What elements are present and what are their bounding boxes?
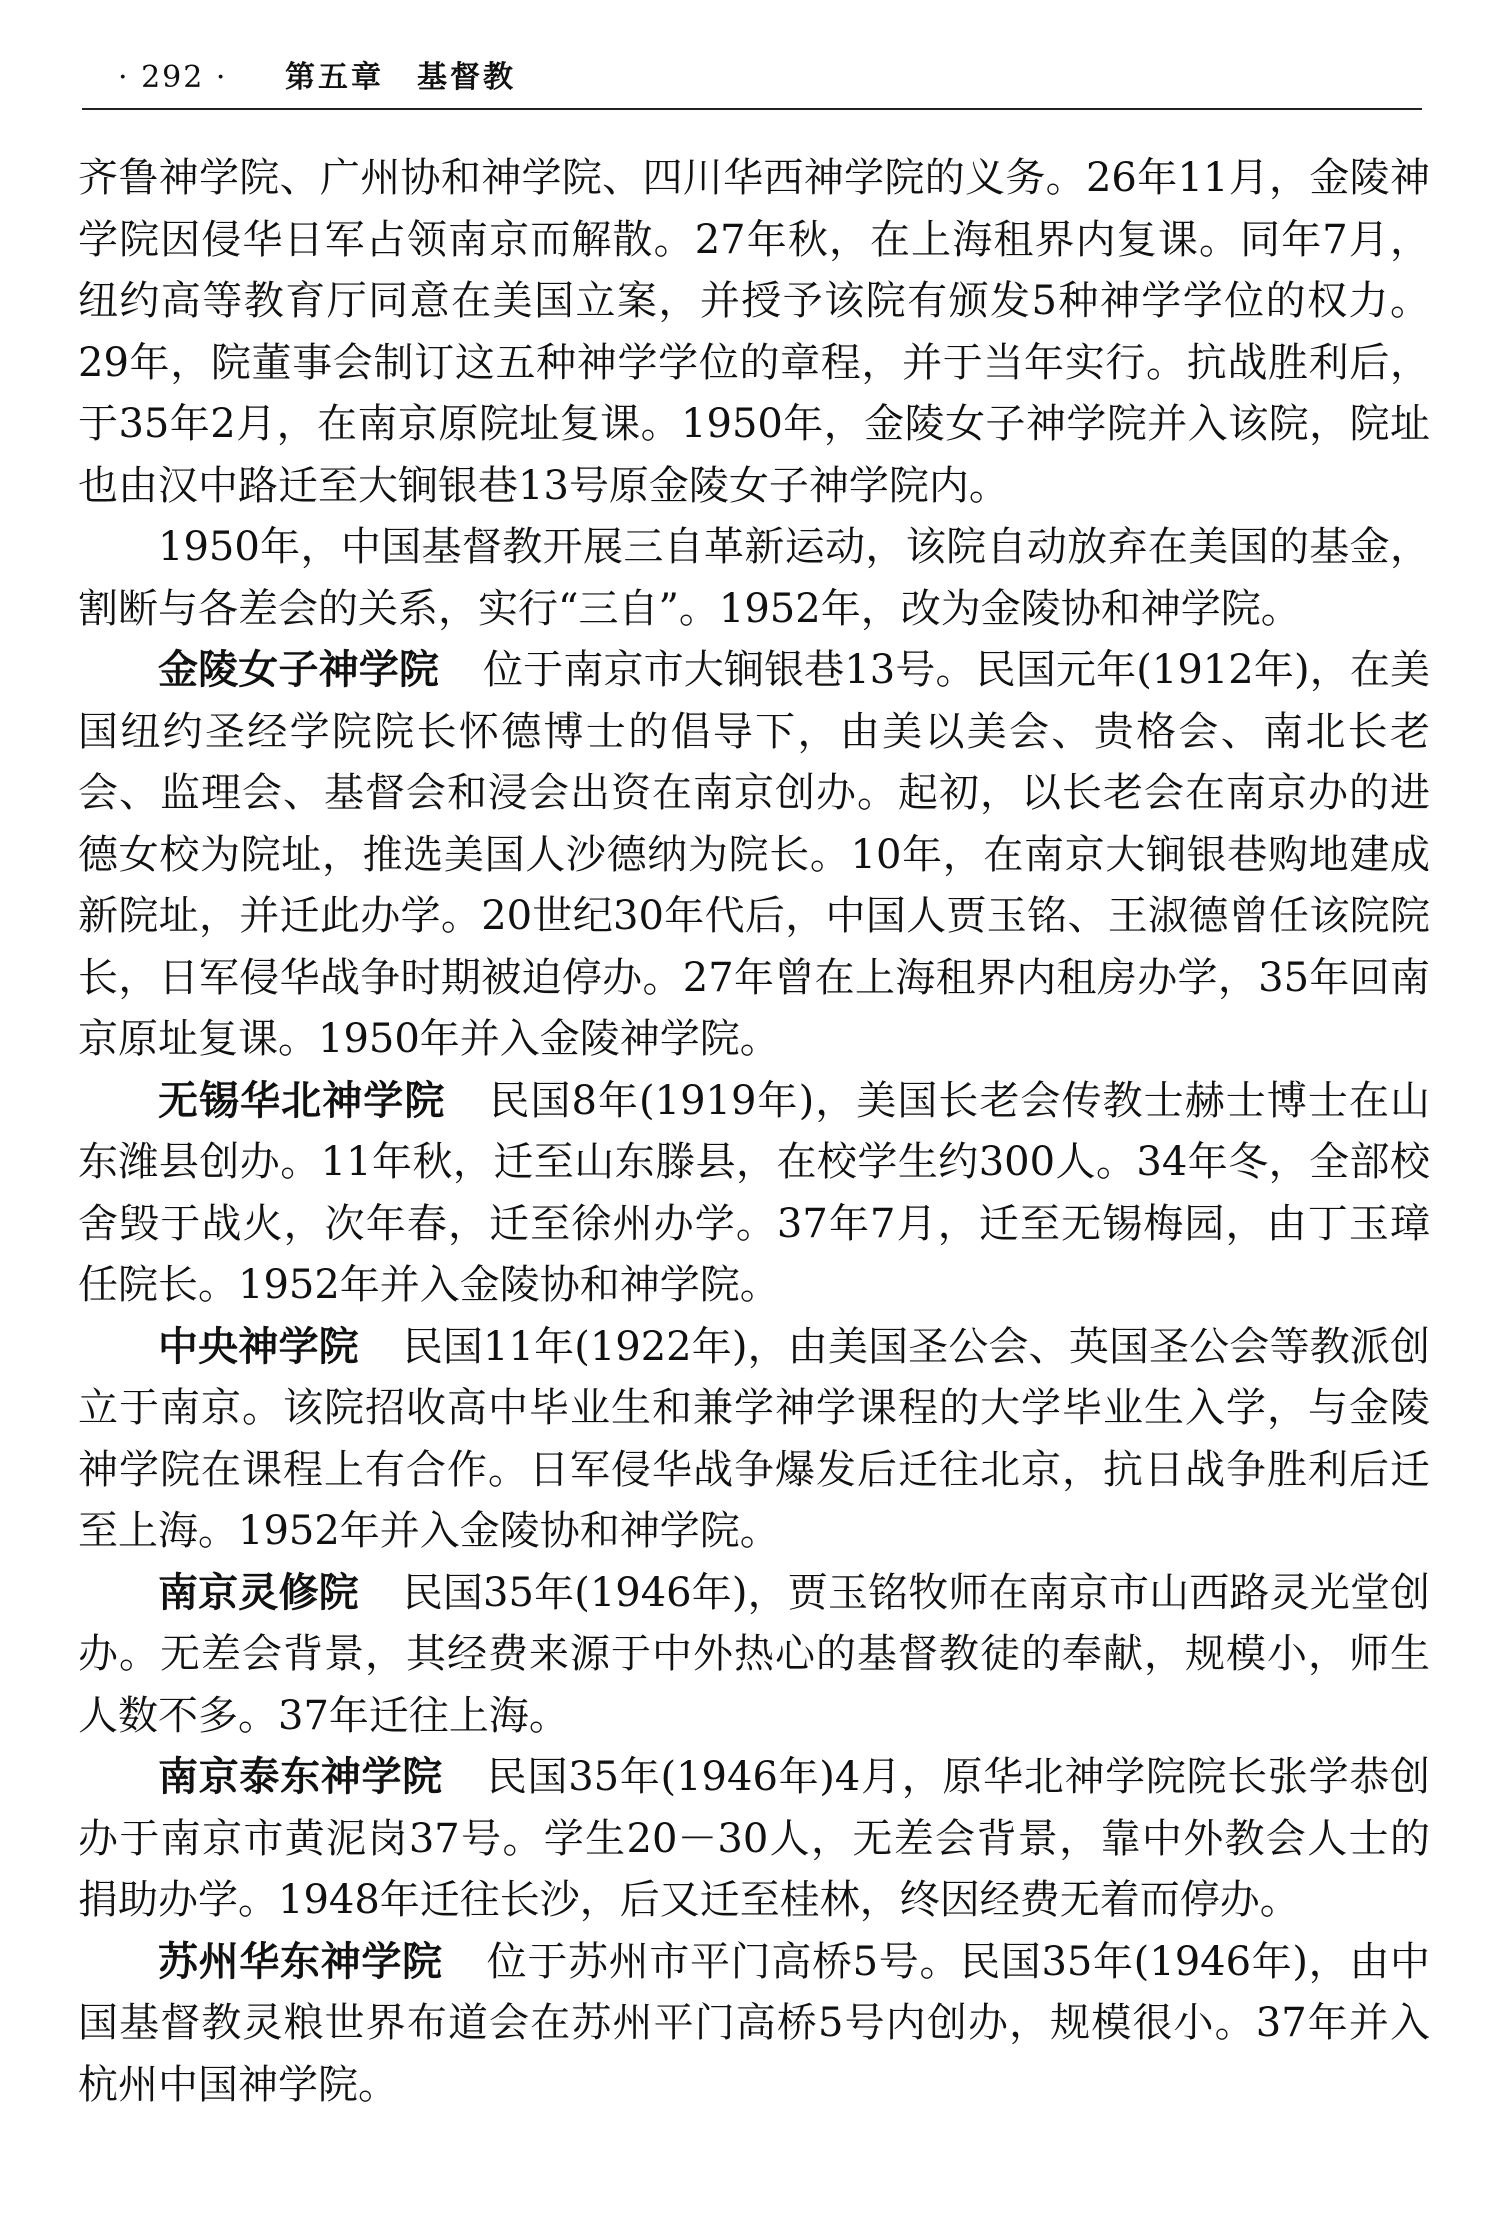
entry-text: 民国8年(1919年)，美国长老会传教士赫士博士在山东潍县创办。11年秋，迁至山东滕县，在校学生约300人。34年冬，全部校舍毁于战火，次年春，迁至徐州办学。37年7月，迁至无锡梅园，由丁玉璋任院长。1952年并入金陵协和神学院。	[78, 1077, 1430, 1308]
paragraph-text: 1950年，中国基督教开展三自革新运动，该院自动放弃在美国的基金，割断与各差会的关系，实行“三自”。1952年，改为金陵协和神学院。	[78, 524, 1430, 632]
entry-text: 位于南京市大锏银巷13号。民国元年(1912年)，在美国纽约圣经学院院长怀德博士的倡导下，由美以美会、贵格会、南北长老会、监理会、基督会和浸会出资在南京创办。起初，以长老会在南京办的进德女校为院址，推选美国人沙德纳为院长。10年，在南京大锏银巷购地建成新院址，并迁此办学。20世纪30年代后，中国人贾玉铭、王淑德曾任该院院长，日军侵华战争时期被迫停办。27年曾在上海租界内租房办学，35年回南京原址复课。1950年并入金陵神学院。	[78, 647, 1431, 1062]
entry-term: 南京灵修院	[158, 1569, 359, 1616]
entry-term: 南京泰东神学院	[158, 1754, 443, 1800]
paragraph-continuation	[78, 148, 1430, 517]
page-number: · 292 ·	[118, 60, 228, 95]
entry-jinling-womens-seminary	[78, 640, 1430, 1071]
entry-text: 民国35年(1946年)，贾玉铭牧师在南京市山西路灵光堂创办。无差会背景，其经费来源于中外热心的基督教徒的奉献，规模小，师生人数不多。37年迁往上海。	[78, 1569, 1431, 1739]
entry-nanjing-taidong-seminary	[78, 1747, 1430, 1932]
header-rule	[82, 108, 1422, 110]
entry-term: 金陵女子神学院	[158, 647, 440, 693]
entry-text: 民国35年(1946年)4月，原华北神学院院长张学恭创办于南京市黄泥岗37号。学生20－30人，无差会背景，靠中外教会人士的捐助办学。1948年迁往长沙，后又迁至桂林，终因经费无着而停办。	[78, 1754, 1431, 1923]
paragraph-text: 齐鲁神学院、广州协和神学院、四川华西神学院的义务。26年11月，金陵神学院因侵华日军占领南京而解散。27年秋，在上海租界内复课。同年7月，纽约高等教育厅同意在美国立案，并授予该院有颁发5种神学学位的权力。29年，院董事会制订这五种神学学位的章程，并于当年实行。抗战胜利后，于35年2月，在南京原院址复课。1950年，金陵女子神学院并入该院，院址也由汉中路迁至大锏银巷13号原金陵女子神学院内。	[78, 155, 1430, 509]
entry-suzhou-east-china-seminary	[78, 1932, 1430, 2117]
entry-term: 中央神学院	[158, 1323, 359, 1370]
body-text	[78, 148, 1430, 2116]
entry-nanjing-spiritual-retreat	[78, 1563, 1430, 1748]
entry-wuxi-north-china-seminary	[78, 1071, 1430, 1317]
entry-text: 民国11年(1922年)，由美国圣公会、英国圣公会等教派创立于南京。该院招收高中毕业生和兼学神学课程的大学毕业生入学，与金陵神学院在课程上有合作。日军侵华战争爆发后迁往北京，抗日战争胜利后迁至上海。1952年并入金陵协和神学院。	[78, 1323, 1431, 1554]
chapter-title: 第五章 基督教	[284, 60, 516, 95]
entry-term: 苏州华东神学院	[158, 1938, 443, 1985]
paragraph	[78, 517, 1430, 640]
entry-text: 位于苏州市平门高桥5号。民国35年(1946年)，由中国基督教灵粮世界布道会在苏州平门高桥5号内创办，规模很小。37年并入杭州中国神学院。	[78, 1938, 1431, 2108]
running-head	[118, 58, 516, 98]
entry-central-seminary	[78, 1317, 1430, 1563]
entry-term: 无锡华北神学院	[158, 1077, 446, 1124]
